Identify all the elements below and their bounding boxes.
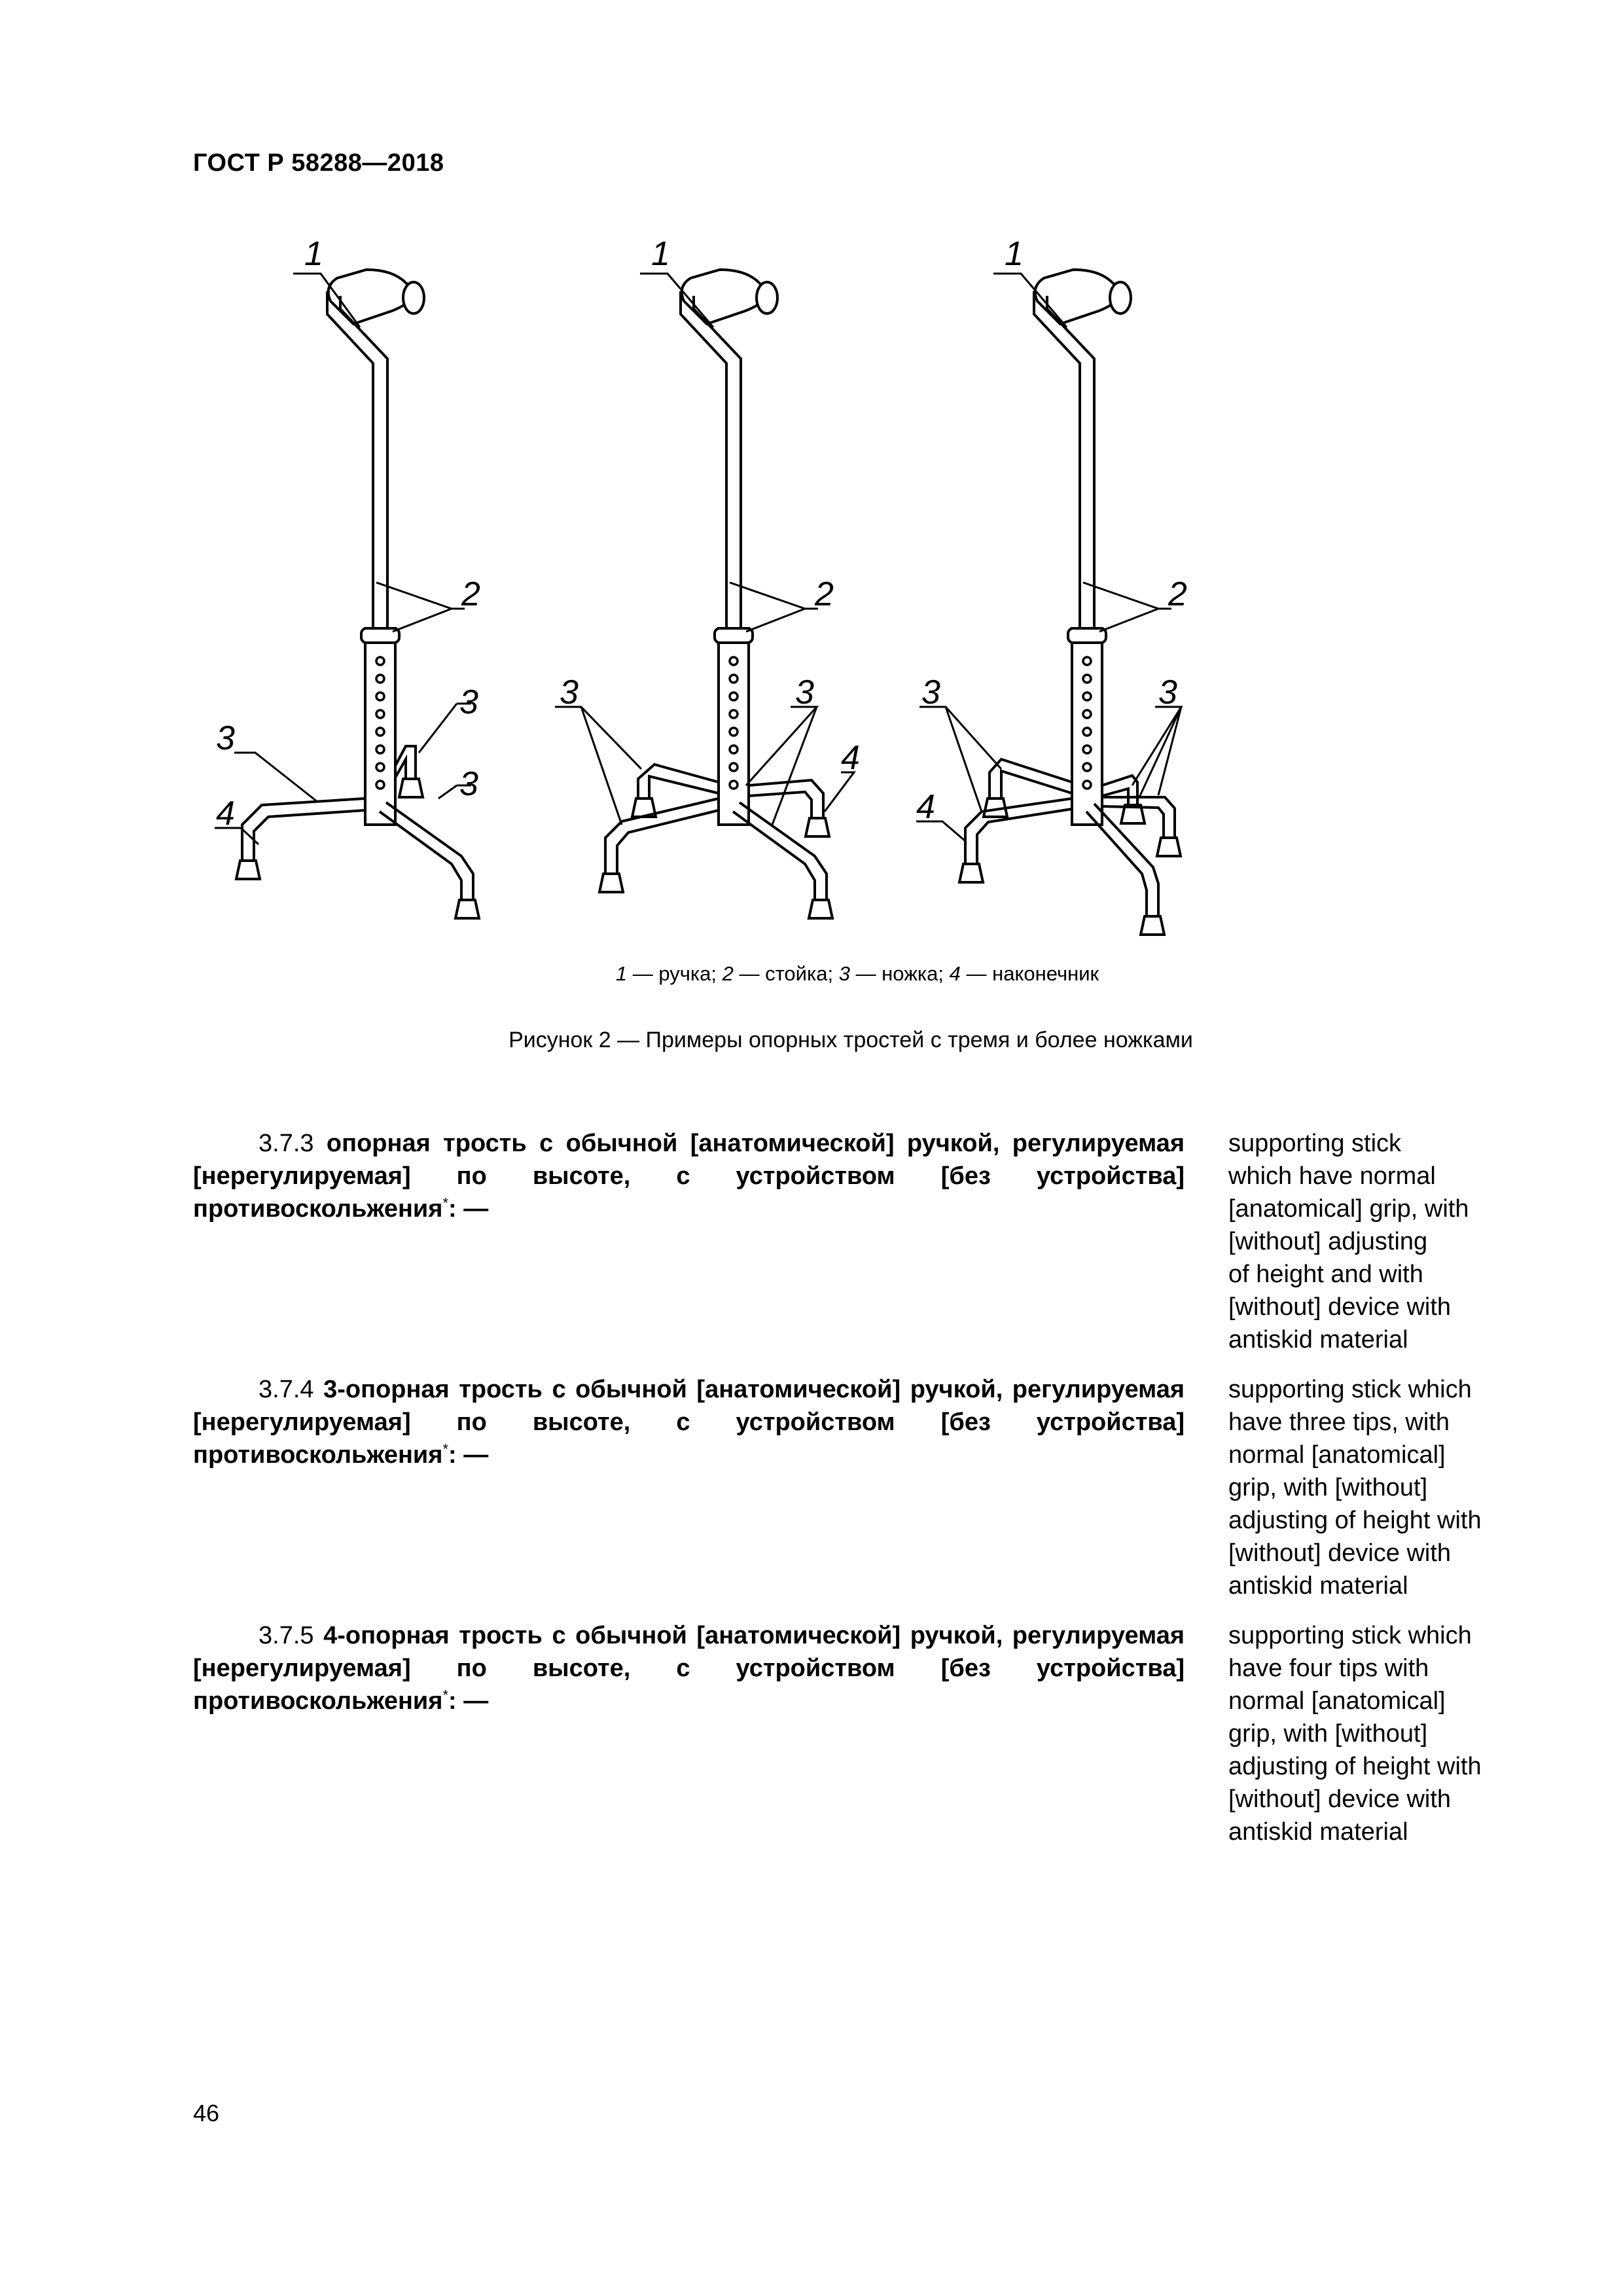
- english-line: adjusting of height with: [1228, 1753, 1482, 1780]
- legend-text-2: — стойка;: [733, 962, 839, 985]
- label-tip-3: 4: [916, 788, 935, 826]
- term-3-7-4: [193, 1373, 1185, 1471]
- legend-num-1: 1: [615, 962, 628, 985]
- english-line: [without] device with: [1228, 1293, 1452, 1321]
- label-post-2: 2: [815, 575, 834, 613]
- english-line: normal [anatomical]: [1228, 1441, 1446, 1469]
- english-line: grip, with [without]: [1228, 1720, 1428, 1748]
- english-line: supporting stick which: [1228, 1622, 1472, 1649]
- english-line: grip, with [without]: [1228, 1474, 1428, 1501]
- english-line: adjusting of height with: [1228, 1507, 1482, 1534]
- legend-text-4: — наконечник: [960, 962, 1099, 985]
- footnote-mark: *: [442, 1687, 449, 1704]
- term-3-7-5-english: [1228, 1619, 1569, 1848]
- term-number: 3.7.3: [259, 1130, 327, 1157]
- legend-num-4: 4: [949, 962, 961, 985]
- page-number: 46: [193, 2100, 220, 2126]
- term-3-7-3: [193, 1127, 1185, 1225]
- english-line: which have normal: [1228, 1162, 1436, 1190]
- english-line: antiskid material: [1228, 1572, 1408, 1600]
- label-leg-1a: 3: [459, 683, 478, 721]
- label-leg-3a: 3: [921, 673, 940, 711]
- footnote-mark: *: [442, 1441, 449, 1458]
- term-tail: : —: [448, 1687, 489, 1715]
- english-line: [without] device with: [1228, 1539, 1452, 1567]
- english-line: antiskid material: [1228, 1818, 1408, 1846]
- english-line: supporting stick: [1228, 1130, 1402, 1157]
- english-line: antiskid material: [1228, 1326, 1408, 1354]
- label-leg-2a: 3: [560, 673, 579, 711]
- label-post-1: 2: [461, 575, 480, 613]
- english-line: normal [anatomical]: [1228, 1687, 1446, 1715]
- label-post-3: 2: [1168, 575, 1187, 613]
- term-definition: 4-опорная трость с обычной [анатомической] ручкой, регулируемая [нерегулируемая] по высоте, с устройством [без устройства] противоскольжения: [193, 1622, 1185, 1715]
- term-tail: : —: [448, 1195, 489, 1223]
- label-tip-2: 4: [841, 739, 860, 777]
- canes-illustration: [196, 236, 1230, 942]
- label-handle-3: 1: [1005, 236, 1024, 273]
- english-line: [without] adjusting: [1228, 1228, 1428, 1255]
- legend-num-3: 3: [838, 962, 850, 985]
- term-tail: : —: [448, 1441, 489, 1469]
- label-handle-1: 1: [304, 236, 323, 273]
- english-line: [anatomical] grip, with: [1228, 1195, 1469, 1223]
- english-line: have four tips with: [1228, 1655, 1429, 1682]
- figure-legend: [0, 962, 1623, 986]
- term-definition: опорная трость с обычной [анатомической] ручкой, регулируемая [нерегулируемая] по высоте, с устройством [без устройства] противоскольжения: [193, 1130, 1185, 1223]
- label-leg-3b: 3: [1158, 673, 1177, 711]
- legend-text-1: — ручка;: [627, 962, 722, 985]
- label-leg-2b: 3: [795, 673, 814, 711]
- term-number: 3.7.4: [259, 1376, 324, 1403]
- term-definition: 3-опорная трость с обычной [анатомической] ручкой, регулируемая [нерегулируемая] по высоте, с устройством [без устройства] противоскольжения: [193, 1376, 1185, 1469]
- label-leg-1b: 3: [459, 765, 478, 803]
- footnote-mark: *: [442, 1194, 449, 1211]
- english-line: supporting stick which: [1228, 1376, 1472, 1403]
- figure-canes: [196, 236, 1230, 942]
- figure-caption: Рисунок 2 — Примеры опорных тростей с тремя и более ножками: [508, 1028, 1193, 1052]
- english-line: of height and with: [1228, 1261, 1423, 1288]
- term-3-7-4-english: [1228, 1373, 1569, 1602]
- label-tip-1: 4: [216, 795, 235, 833]
- legend-num-2: 2: [722, 962, 734, 985]
- term-3-7-3-english: [1228, 1127, 1569, 1356]
- term-number: 3.7.5: [259, 1622, 324, 1649]
- english-line: [without] device with: [1228, 1785, 1452, 1813]
- legend-text-3: — ножка;: [849, 962, 950, 985]
- label-leg-1c: 3: [216, 719, 235, 757]
- label-handle-2: 1: [651, 236, 670, 273]
- english-line: have three tips, with: [1228, 1408, 1450, 1436]
- term-3-7-5: [193, 1619, 1185, 1717]
- document-header: ГОСТ Р 58288—2018: [193, 149, 444, 177]
